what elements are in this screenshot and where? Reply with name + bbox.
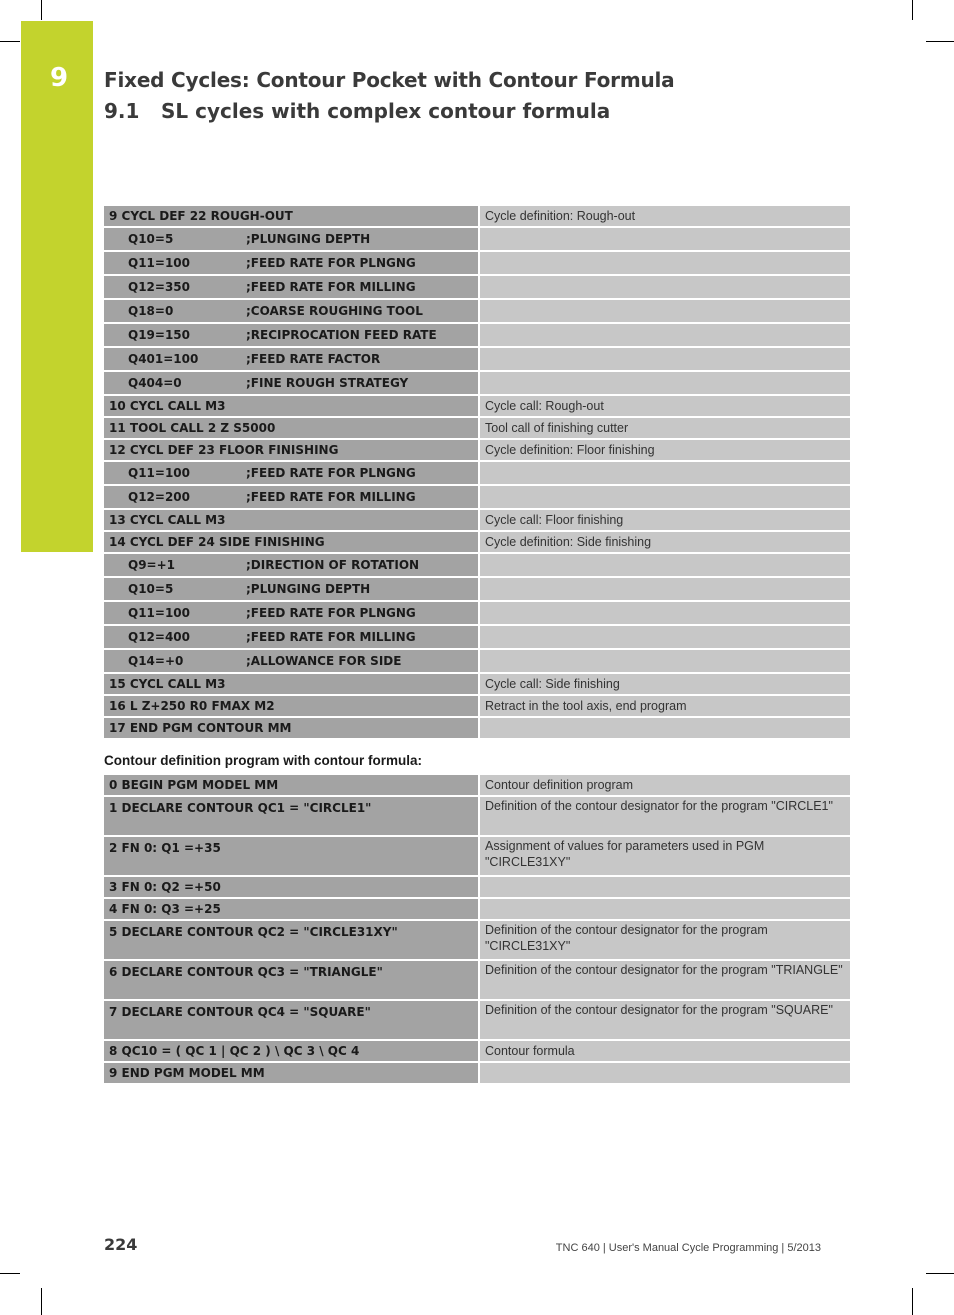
description-cell: Contour definition program — [478, 775, 850, 795]
description-cell: Cycle call: Side finishing — [478, 674, 850, 694]
code-cell — [104, 554, 478, 576]
description-cell — [478, 578, 850, 600]
description-cell — [478, 650, 850, 672]
code-cell — [104, 276, 478, 298]
code-cell: 12 CYCL DEF 23 FLOOR FINISHING — [104, 440, 478, 460]
parameter-value: Q19=150 — [128, 328, 191, 342]
code-cell — [104, 252, 478, 274]
code-cell: 13 CYCL CALL M3 — [104, 510, 478, 530]
description-cell: Tool call of finishing cutter — [478, 418, 850, 438]
parameter-value: Q12=200 — [128, 490, 191, 504]
parameter-value: Q9=+1 — [128, 558, 176, 572]
table-row — [104, 837, 850, 875]
table-row — [104, 228, 850, 250]
table-row — [104, 440, 850, 460]
parameter-comment: ;FEED RATE FOR MILLING — [246, 490, 416, 504]
description-cell: Definition of the contour designator for the program "CIRCLE31XY" — [478, 921, 850, 959]
code-cell — [104, 486, 478, 508]
table-row — [104, 696, 850, 716]
parameter-value: Q12=400 — [128, 630, 191, 644]
parameter-comment: ;COARSE ROUGHING TOOL — [246, 304, 423, 318]
footer-text: TNC 640 | User's Manual Cycle Programming | 5/2013 — [555, 1242, 821, 1254]
code-cell: 16 L Z+250 R0 FMAX M2 — [104, 696, 478, 716]
description-cell: Cycle definition: Rough-out — [478, 206, 850, 226]
code-cell: 14 CYCL DEF 24 SIDE FINISHING — [104, 532, 478, 552]
contour-heading: Contour definition program with contour formula: — [104, 753, 422, 768]
parameter-comment: ;FEED RATE FOR MILLING — [246, 280, 416, 294]
code-cell — [104, 324, 478, 346]
description-cell: Cycle call: Floor finishing — [478, 510, 850, 530]
table-row — [104, 462, 850, 484]
description-cell — [478, 626, 850, 648]
code-cell: 6 DECLARE CONTOUR QC3 = "TRIANGLE" — [104, 961, 478, 999]
description-cell: Definition of the contour designator for the program "CIRCLE1" — [478, 797, 850, 835]
chapter-title: Fixed Cycles: Contour Pocket with Contour Formula — [104, 68, 675, 92]
code-cell: 10 CYCL CALL M3 — [104, 396, 478, 416]
description-cell — [478, 372, 850, 394]
table-row — [104, 1063, 850, 1083]
table-row — [104, 206, 850, 226]
description-cell — [478, 228, 850, 250]
parameter-comment: ;FEED RATE FOR MILLING — [246, 630, 416, 644]
parameter-value: Q12=350 — [128, 280, 191, 294]
page-number: 224 — [104, 1235, 138, 1254]
parameter-comment: ;FEED RATE FACTOR — [246, 352, 381, 366]
code-cell: 17 END PGM CONTOUR MM — [104, 718, 478, 738]
table-row — [104, 532, 850, 552]
program-table — [104, 204, 850, 740]
table-row — [104, 252, 850, 274]
parameter-comment: ;RECIPROCATION FEED RATE — [246, 328, 437, 342]
description-cell — [478, 252, 850, 274]
crop-mark — [41, 0, 42, 20]
crop-mark — [926, 1273, 954, 1274]
description-cell — [478, 486, 850, 508]
code-cell — [104, 602, 478, 624]
description-cell — [478, 877, 850, 897]
crop-mark — [926, 41, 954, 42]
description-cell: Definition of the contour designator for the program "TRIANGLE" — [478, 961, 850, 999]
table-row — [104, 578, 850, 600]
parameter-comment: ;DIRECTION OF ROTATION — [246, 558, 420, 572]
table-row — [104, 418, 850, 438]
description-cell: Cycle definition: Side finishing — [478, 532, 850, 552]
code-cell — [104, 300, 478, 322]
table-row — [104, 650, 850, 672]
description-cell: Definition of the contour designator for the program "SQUARE" — [478, 1001, 850, 1039]
parameter-value: Q11=100 — [128, 466, 191, 480]
code-cell: 4 FN 0: Q3 =+25 — [104, 899, 478, 919]
table-row — [104, 602, 850, 624]
table-row — [104, 324, 850, 346]
description-cell: Cycle definition: Floor finishing — [478, 440, 850, 460]
parameter-value: Q10=5 — [128, 232, 174, 246]
parameter-comment: ;PLUNGING DEPTH — [246, 232, 371, 246]
parameter-comment: ;FEED RATE FOR PLNGNG — [246, 256, 416, 270]
table-row — [104, 899, 850, 919]
description-cell — [478, 718, 850, 738]
code-cell — [104, 372, 478, 394]
table-row — [104, 1041, 850, 1061]
code-cell — [104, 462, 478, 484]
table-row — [104, 276, 850, 298]
description-cell — [478, 602, 850, 624]
description-cell — [478, 348, 850, 370]
description-cell — [478, 462, 850, 484]
description-cell: Retract in the tool axis, end program — [478, 696, 850, 716]
description-cell — [478, 276, 850, 298]
crop-mark — [912, 1288, 913, 1315]
table-row — [104, 626, 850, 648]
description-cell — [478, 554, 850, 576]
description-cell: Contour formula — [478, 1041, 850, 1061]
description-cell — [478, 324, 850, 346]
code-cell: 7 DECLARE CONTOUR QC4 = "SQUARE" — [104, 1001, 478, 1039]
parameter-value: Q11=100 — [128, 606, 191, 620]
description-cell — [478, 300, 850, 322]
chapter-tab — [21, 21, 93, 552]
parameter-comment: ;PLUNGING DEPTH — [246, 582, 371, 596]
parameter-value: Q14=+0 — [128, 654, 184, 668]
crop-mark — [0, 41, 20, 42]
chapter-number: 9 — [50, 63, 69, 93]
code-cell — [104, 626, 478, 648]
description-cell: Assignment of values for parameters used in PGM "CIRCLE31XY" — [478, 837, 850, 875]
table-row — [104, 554, 850, 576]
code-cell: 9 END PGM MODEL MM — [104, 1063, 478, 1083]
table-row — [104, 300, 850, 322]
code-cell: 9 CYCL DEF 22 ROUGH-OUT — [104, 206, 478, 226]
crop-mark — [912, 0, 913, 20]
parameter-value: Q404=0 — [128, 376, 182, 390]
table-row — [104, 510, 850, 530]
section-title: SL cycles with complex contour formula — [161, 99, 611, 123]
table-row — [104, 486, 850, 508]
parameter-value: Q10=5 — [128, 582, 174, 596]
description-cell — [478, 899, 850, 919]
table-row — [104, 961, 850, 999]
code-cell: 2 FN 0: Q1 =+35 — [104, 837, 478, 875]
code-cell: 8 QC10 = ( QC 1 | QC 2 ) \ QC 3 \ QC 4 — [104, 1041, 478, 1061]
code-cell: 1 DECLARE CONTOUR QC1 = "CIRCLE1" — [104, 797, 478, 835]
code-cell: 0 BEGIN PGM MODEL MM — [104, 775, 478, 795]
code-cell: 5 DECLARE CONTOUR QC2 = "CIRCLE31XY" — [104, 921, 478, 959]
table-row — [104, 877, 850, 897]
code-cell — [104, 650, 478, 672]
table-row — [104, 718, 850, 738]
parameter-comment: ;FEED RATE FOR PLNGNG — [246, 466, 416, 480]
code-cell: 15 CYCL CALL M3 — [104, 674, 478, 694]
parameter-value: Q401=100 — [128, 352, 199, 366]
table-row — [104, 372, 850, 394]
code-cell: 3 FN 0: Q2 =+50 — [104, 877, 478, 897]
code-cell — [104, 228, 478, 250]
parameter-comment: ;FEED RATE FOR PLNGNG — [246, 606, 416, 620]
code-cell — [104, 348, 478, 370]
code-cell — [104, 578, 478, 600]
parameter-comment: ;FINE ROUGH STRATEGY — [246, 376, 409, 390]
table-row — [104, 775, 850, 795]
section-number: 9.1 — [104, 99, 140, 123]
table-row — [104, 674, 850, 694]
description-cell — [478, 1063, 850, 1083]
table-row — [104, 921, 850, 959]
table-row — [104, 396, 850, 416]
table-row — [104, 348, 850, 370]
parameter-value: Q11=100 — [128, 256, 191, 270]
description-cell: Cycle call: Rough-out — [478, 396, 850, 416]
parameter-value: Q18=0 — [128, 304, 174, 318]
crop-mark — [41, 1288, 42, 1315]
parameter-comment: ;ALLOWANCE FOR SIDE — [246, 654, 402, 668]
table-row — [104, 797, 850, 835]
crop-mark — [0, 1273, 20, 1274]
contour-program-table — [104, 773, 850, 1085]
table-row — [104, 1001, 850, 1039]
code-cell: 11 TOOL CALL 2 Z S5000 — [104, 418, 478, 438]
